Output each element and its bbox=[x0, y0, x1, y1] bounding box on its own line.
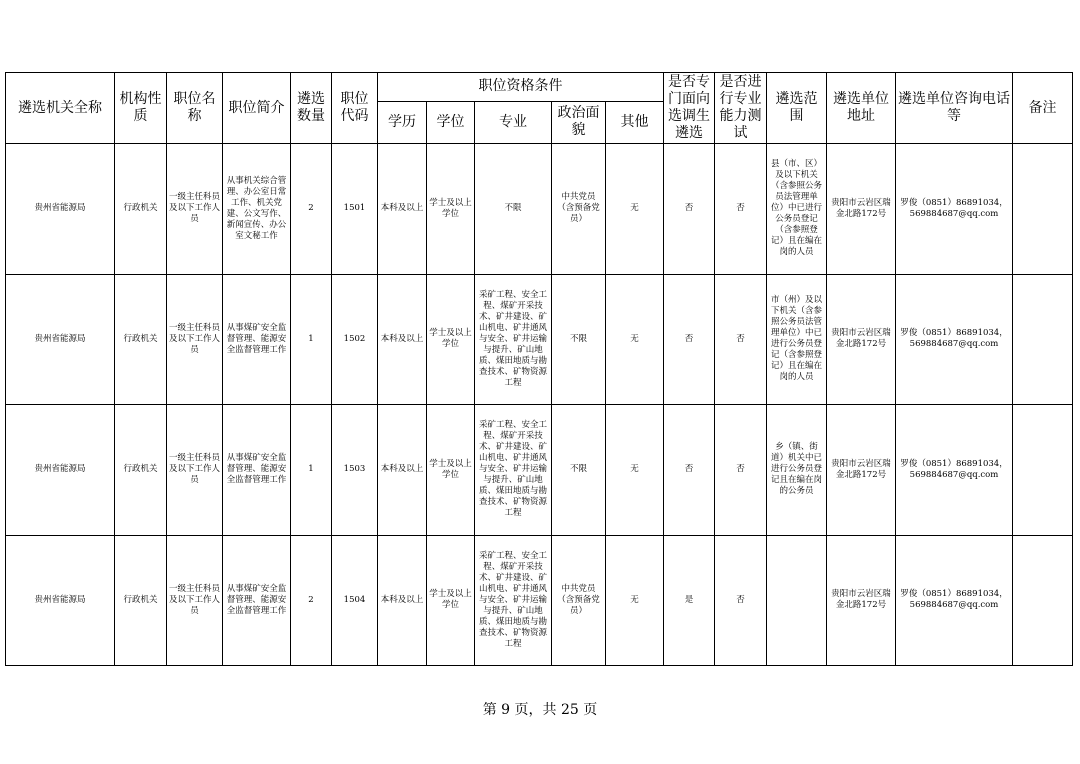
cell-education: 本科及以上 bbox=[378, 535, 427, 666]
cell-political: 不限 bbox=[552, 405, 606, 536]
cell-contact: 罗俊（0851）86891034，569884687@qq.com bbox=[896, 274, 1013, 405]
cell-agency: 贵州省能源局 bbox=[6, 274, 115, 405]
header-agency-name: 遴选机关全称 bbox=[6, 73, 115, 144]
cell-education: 本科及以上 bbox=[378, 405, 427, 536]
cell-intro: 从事煤矿安全监督管理、能源安全监督管理工作 bbox=[223, 405, 291, 536]
cell-nature: 行政机关 bbox=[115, 535, 167, 666]
cell-scope: 市（州）及以下机关（含参照公务员法管理单位）中已进行公务员登记（含参照登记）且在编在岗的人员 bbox=[767, 274, 827, 405]
cell-position: 一级主任科员及以下工作人员 bbox=[167, 274, 223, 405]
cell-count: 2 bbox=[291, 535, 332, 666]
cell-code: 1504 bbox=[332, 535, 378, 666]
cell-scope: 县（市、区）及以下机关（含参照公务员法管理单位）中已进行公务员登记（含参照登记）且在编在岗的人员 bbox=[767, 144, 827, 275]
cell-contact: 罗俊（0851）86891034，569884687@qq.com bbox=[896, 535, 1013, 666]
cell-political: 中共党员（含预备党员） bbox=[552, 144, 606, 275]
header-position-name: 职位名称 bbox=[167, 73, 223, 144]
header-count: 遴选数量 bbox=[291, 73, 332, 144]
cell-remarks bbox=[1013, 405, 1073, 536]
cell-count: 1 bbox=[291, 274, 332, 405]
cell-address: 贵阳市云岩区瑞金北路172号 bbox=[827, 405, 896, 536]
page-number-footer: 第 9 页，共 25 页 bbox=[482, 702, 598, 718]
cell-skill-test: 否 bbox=[715, 274, 767, 405]
cell-nature: 行政机关 bbox=[115, 144, 167, 275]
header-address: 遴选单位地址 bbox=[827, 73, 896, 144]
cell-position: 一级主任科员及以下工作人员 bbox=[167, 535, 223, 666]
header-major: 专业 bbox=[475, 101, 552, 143]
cell-agency: 贵州省能源局 bbox=[6, 535, 115, 666]
cell-count: 1 bbox=[291, 405, 332, 536]
cell-remarks bbox=[1013, 144, 1073, 275]
header-position-intro: 职位简介 bbox=[223, 73, 291, 144]
cell-intro: 从事煤矿安全监督管理、能源安全监督管理工作 bbox=[223, 274, 291, 405]
cell-education: 本科及以上 bbox=[378, 274, 427, 405]
cell-other: 无 bbox=[606, 535, 664, 666]
header-other: 其他 bbox=[606, 101, 664, 143]
cell-major: 不限 bbox=[475, 144, 552, 275]
header-qualifications: 职位资格条件 bbox=[378, 73, 664, 102]
cell-scope bbox=[767, 535, 827, 666]
cell-education: 本科及以上 bbox=[378, 144, 427, 275]
table-row bbox=[6, 144, 1073, 275]
header-education: 学历 bbox=[378, 101, 427, 143]
cell-other: 无 bbox=[606, 144, 664, 275]
cell-nature: 行政机关 bbox=[115, 405, 167, 536]
cell-major: 采矿工程、安全工程、煤矿开采技术、矿井建设、矿山机电、矿井通风与安全、矿井运输与提升、矿山地质、煤田地质与勘查技术、矿物资源工程 bbox=[475, 405, 552, 536]
cell-contact: 罗俊（0851）86891034，569884687@qq.com bbox=[896, 144, 1013, 275]
header-graduate-only: 是否专门面向选调生遴选 bbox=[664, 73, 715, 144]
cell-degree: 学士及以上学位 bbox=[427, 535, 475, 666]
cell-code: 1502 bbox=[332, 274, 378, 405]
header-contact: 遴选单位咨询电话等 bbox=[896, 73, 1013, 144]
header-political: 政治面貌 bbox=[552, 101, 606, 143]
cell-position: 一级主任科员及以下工作人员 bbox=[167, 144, 223, 275]
cell-degree: 学士及以上学位 bbox=[427, 144, 475, 275]
cell-agency: 贵州省能源局 bbox=[6, 144, 115, 275]
cell-remarks bbox=[1013, 535, 1073, 666]
cell-nature: 行政机关 bbox=[115, 274, 167, 405]
table-row bbox=[6, 405, 1073, 536]
cell-code: 1503 bbox=[332, 405, 378, 536]
position-table bbox=[5, 72, 1073, 666]
cell-graduate-only: 否 bbox=[664, 144, 715, 275]
cell-other: 无 bbox=[606, 274, 664, 405]
cell-degree: 学士及以上学位 bbox=[427, 274, 475, 405]
cell-position: 一级主任科员及以下工作人员 bbox=[167, 405, 223, 536]
cell-address: 贵阳市云岩区瑞金北路172号 bbox=[827, 274, 896, 405]
cell-degree: 学士及以上学位 bbox=[427, 405, 475, 536]
cell-address: 贵阳市云岩区瑞金北路172号 bbox=[827, 144, 896, 275]
cell-contact: 罗俊（0851）86891034，569884687@qq.com bbox=[896, 405, 1013, 536]
cell-graduate-only: 是 bbox=[664, 535, 715, 666]
table-row bbox=[6, 274, 1073, 405]
table-row bbox=[6, 535, 1073, 666]
cell-agency: 贵州省能源局 bbox=[6, 405, 115, 536]
header-degree: 学位 bbox=[427, 101, 475, 143]
cell-remarks bbox=[1013, 274, 1073, 405]
cell-intro: 从事机关综合管理、办公室日常工作、机关党建、公文写作、新闻宣传、办公室文秘工作 bbox=[223, 144, 291, 275]
header-skill-test: 是否进行专业能力测试 bbox=[715, 73, 767, 144]
cell-address: 贵阳市云岩区瑞金北路172号 bbox=[827, 535, 896, 666]
header-org-nature: 机构性质 bbox=[115, 73, 167, 144]
cell-skill-test: 否 bbox=[715, 405, 767, 536]
cell-intro: 从事煤矿安全监督管理、能源安全监督管理工作 bbox=[223, 535, 291, 666]
cell-count: 2 bbox=[291, 144, 332, 275]
header-scope: 遴选范围 bbox=[767, 73, 827, 144]
cell-major: 采矿工程、安全工程、煤矿开采技术、矿井建设、矿山机电、矿井通风与安全、矿井运输与提升、矿山地质、煤田地质与勘查技术、矿物资源工程 bbox=[475, 535, 552, 666]
cell-political: 中共党员（含预备党员） bbox=[552, 535, 606, 666]
cell-other: 无 bbox=[606, 405, 664, 536]
cell-major: 采矿工程、安全工程、煤矿开采技术、矿井建设、矿山机电、矿井通风与安全、矿井运输与提升、矿山地质、煤田地质与勘查技术、矿物资源工程 bbox=[475, 274, 552, 405]
cell-skill-test: 否 bbox=[715, 535, 767, 666]
header-remarks: 备注 bbox=[1013, 73, 1073, 144]
cell-scope: 乡（镇、街道）机关中已进行公务员登记且在编在岗的公务员 bbox=[767, 405, 827, 536]
header-position-code: 职位代码 bbox=[332, 73, 378, 144]
cell-graduate-only: 否 bbox=[664, 274, 715, 405]
cell-skill-test: 否 bbox=[715, 144, 767, 275]
cell-graduate-only: 否 bbox=[664, 405, 715, 536]
cell-political: 不限 bbox=[552, 274, 606, 405]
cell-code: 1501 bbox=[332, 144, 378, 275]
